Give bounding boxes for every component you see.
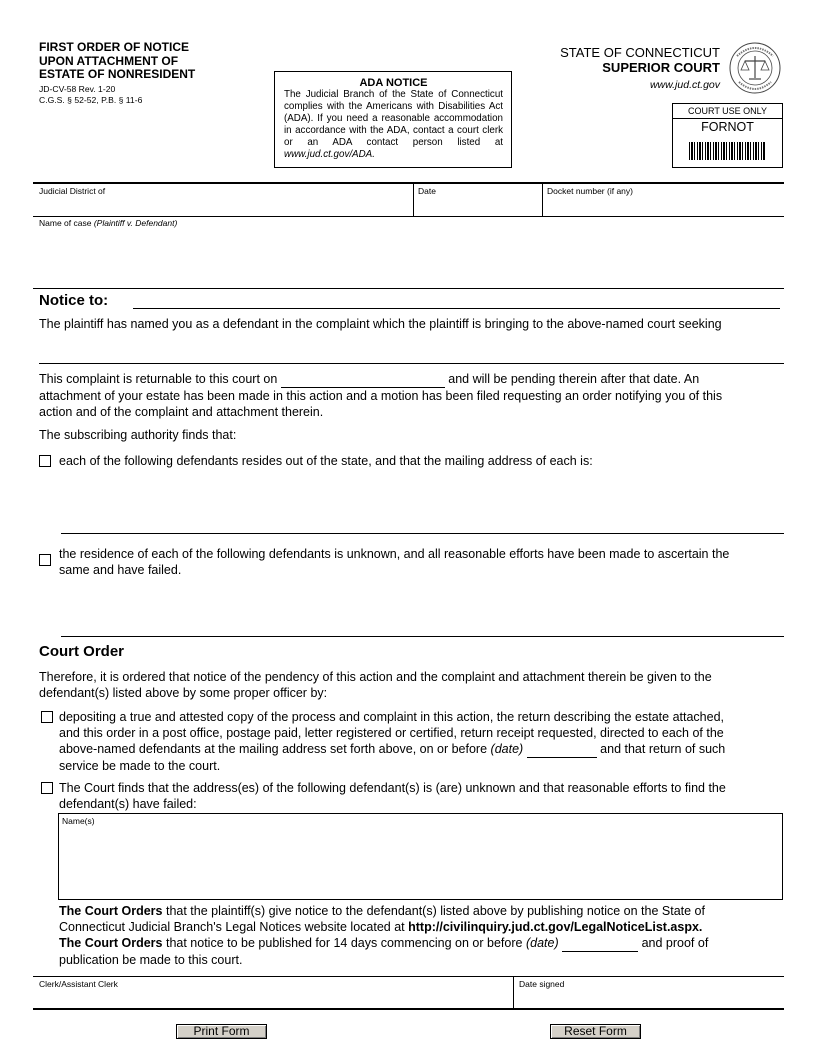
mailing-address-field[interactable] [61, 533, 784, 534]
form-title-line3: ESTATE OF NONRESIDENT [39, 67, 196, 81]
return-date-field[interactable] [281, 371, 445, 388]
address-unknown-text [59, 780, 726, 812]
date-signed-label: Date signed [519, 979, 565, 989]
names-label: Name(s) [62, 816, 95, 826]
residence-unknown-line2: same and have failed. [59, 563, 182, 577]
deposit-checkbox[interactable] [41, 711, 53, 723]
legal-notices-link[interactable]: http://civilinquiry.jud.ct.gov/LegalNoticeList.aspx. [408, 920, 703, 934]
deposit-line3-pre: above-named defendants at the mailing address set forth above, on or before [59, 742, 488, 756]
court-orders-text-2: that notice to be published for 14 days commencing on or before [165, 936, 523, 950]
out-of-state-checkbox[interactable] [39, 455, 51, 467]
residence-unknown-line1: the residence of each of the following defendants is unknown, and all reasonable efforts have been made to ascertain the [59, 547, 730, 561]
state-seal-icon [729, 42, 781, 94]
field-divider [413, 183, 414, 216]
out-of-state-text: each of the following defendants resides out of the state, and that the mailing address of each is: [59, 454, 593, 468]
field-divider [513, 976, 514, 1009]
returnable-pre: This complaint is returnable to this court on [39, 372, 278, 386]
court-orders-text-2-post: and proof of [641, 936, 709, 950]
notice-to-field[interactable] [133, 308, 780, 309]
field-divider [542, 183, 543, 216]
reset-form-button[interactable]: Reset Form [550, 1024, 641, 1039]
deposit-line1: depositing a true and attested copy of the process and complaint in this action, the return describing the estate attached, [59, 710, 724, 724]
form-title-line1: FIRST ORDER OF NOTICE [39, 40, 189, 54]
order-intro [39, 669, 712, 701]
residence-unknown-checkbox[interactable] [39, 554, 51, 566]
field-row-divider [33, 216, 784, 217]
case-name-label [39, 218, 177, 228]
signature-bottom-border [33, 1008, 784, 1010]
judicial-district-label: Judicial District of [39, 186, 106, 196]
ada-notice-body: The Judicial Branch of the State of Connecticut complies with the Americans with Disabilities Act (ADA). If you need a reasonable accommodation in accordance with the ADA, contact a court clerk or an ADA contact person listed at [284, 89, 503, 148]
date-label: Date [418, 186, 436, 196]
court-website[interactable]: www.jud.ct.gov [649, 79, 720, 91]
barcode [689, 142, 765, 160]
court-orders-bold-1: The Court Orders [59, 904, 163, 918]
address-unknown-line1: The Court finds that the address(es) of the following defendant(s) is (are) unknown and that reasonable efforts to find the [59, 781, 726, 795]
deposit-date-field[interactable] [527, 741, 597, 758]
section-divider [33, 182, 784, 184]
court-use-code: FORNOT [701, 120, 754, 134]
publish-date-field[interactable] [562, 935, 638, 952]
section-divider [33, 288, 784, 289]
form-title-line2: UPON ATTACHMENT OF [39, 53, 179, 68]
deposit-line3-post: and that return of such [600, 742, 726, 756]
returnable-line2: attachment of your estate has been made in this action and a motion has been filed requesting an order notifying you of this [39, 389, 723, 403]
ada-notice-text [284, 89, 503, 161]
court-use-box [672, 103, 783, 168]
address-unknown-line2: defendant(s) have failed: [59, 797, 197, 811]
plaintiff-text: The plaintiff has named you as a defendant in the complaint which the plaintiff is bringing to the above-named court seeking [39, 317, 722, 331]
deposit-line2: and this order in a post office, postage paid, letter registered or certified, return receipt requested, directed to each of the [59, 726, 724, 740]
address-unknown-checkbox[interactable] [41, 782, 53, 794]
ada-notice-title: ADA NOTICE [359, 77, 428, 89]
court-use-label: COURT USE ONLY [673, 104, 782, 119]
notice-to-heading: Notice to: [39, 292, 109, 309]
names-field[interactable] [58, 813, 783, 900]
court-orders-text-1: that the plaintiff(s) give notice to the defendant(s) listed above by publishing notice on the State of [165, 904, 705, 918]
publish-date-label: (date) [525, 936, 559, 950]
print-form-button[interactable]: Print Form [176, 1024, 267, 1039]
docket-number-label: Docket number (if any) [547, 186, 633, 196]
order-intro-line1: Therefore, it is ordered that notice of the pendency of this action and the complaint and attachment therein be given to the [39, 670, 712, 684]
court-orders-line2-pre: Connecticut Judicial Branch's Legal Notices website located at [59, 920, 405, 934]
statute-reference: C.G.S. § 52-52, P.B. § 11-6 [39, 95, 143, 105]
case-name-hint: (Plaintiff v. Defendant) [93, 218, 178, 228]
court-name: SUPERIOR COURT [602, 60, 720, 75]
clerk-label: Clerk/Assistant Clerk [39, 979, 118, 989]
ada-link[interactable]: www.jud.ct.gov/ADA. [284, 149, 375, 160]
form-number: JD-CV-58 Rev. 1-20 [39, 84, 116, 94]
unknown-defendants-field[interactable] [61, 636, 784, 637]
returnable-text [39, 371, 722, 420]
deposit-date-label: (date) [490, 742, 524, 756]
state-name: STATE OF CONNECTICUT [560, 45, 720, 60]
subscribing-finds: The subscribing authority finds that: [39, 428, 237, 442]
court-order-heading: Court Order [39, 643, 125, 660]
form-title [39, 41, 195, 82]
deposit-text [59, 709, 725, 774]
court-orders-bold-2: The Court Orders [59, 936, 163, 950]
returnable-post: and will be pending therein after that date. An [448, 372, 700, 386]
signature-top-border [33, 976, 784, 977]
case-name-text: Name of case [39, 218, 92, 228]
returnable-line3: action and of the complaint and attachment therein. [39, 405, 324, 419]
court-orders-publish [59, 903, 708, 968]
court-header [560, 45, 720, 75]
seeking-field[interactable] [39, 363, 784, 364]
order-intro-line2: defendant(s) listed above by some proper officer by: [39, 686, 328, 700]
ada-notice-box [274, 71, 512, 168]
publication-line: publication be made to this court. [59, 953, 243, 967]
deposit-line4: service be made to the court. [59, 759, 221, 773]
residence-unknown-text [59, 546, 729, 578]
